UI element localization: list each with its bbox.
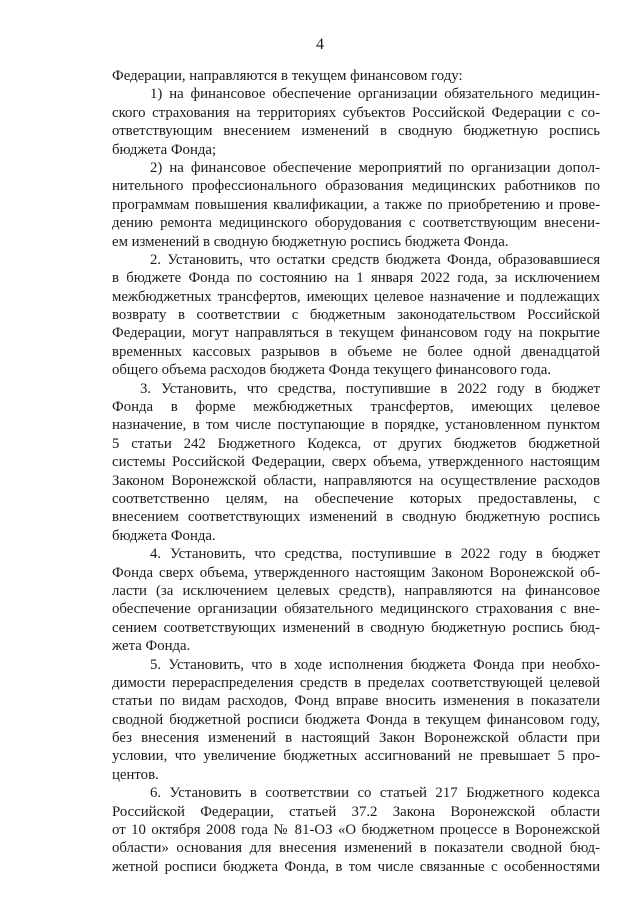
text-line: общего объема расходов бюджета Фонда текущего финансового года. (112, 362, 552, 379)
text-line: жетной росписи бюджета Фонда, в том числе связанные с особенностями (112, 858, 600, 875)
text-line: димости перераспределения средств в пределах соответствующей целевой (112, 674, 600, 691)
text-line: межбюджетных трансфертов, имеющих целевое назначение и подлежащих (112, 288, 600, 305)
paragraph-clause-4 (112, 545, 600, 655)
body-text (112, 67, 600, 876)
text-line: ответствующим внесением изменений в сводную бюджетную роспись (112, 123, 600, 140)
text-line: 6. Установить в соответствии со статьей 217 Бюджетного кодекса (150, 785, 600, 802)
paragraph-clause-2 (112, 251, 600, 380)
text-line: Федерации, могут направляться в текущем финансовом году на покрытие (112, 325, 600, 342)
text-line: сводной бюджетной росписи бюджета Фонда в текущем финансовом году, (112, 711, 600, 728)
text-line: программам повышения квалификации, а также по приобретению и прове- (112, 196, 600, 213)
text-line: в бюджете Фонда по состоянию на 1 января 2022 года, за исключением (112, 270, 600, 287)
text-line: 5 статьи 242 Бюджетного Кодекса, от других бюджетов бюджетной (112, 435, 600, 452)
paragraph-item-1 (112, 85, 600, 159)
text-line: статьи по видам расходов, Фонд вправе вносить изменения в показатели (112, 693, 600, 710)
text-line: системы Российской Федерации, сверх объема, утвержденного настоящим (112, 454, 600, 471)
text-line: центов. (112, 766, 159, 783)
text-line: соответственно целям, на обеспечение которых предоставлены, с (112, 490, 600, 507)
text-line: Фонда в форме межбюджетных трансфертов, имеющих целевое (112, 399, 600, 416)
page-number: 4 (316, 36, 324, 53)
text-line: бюджета Фонда. (112, 527, 216, 544)
text-line: 2) на финансовое обеспечение мероприятий по организации допол- (150, 159, 600, 176)
text-line: нительного профессионального образования медицинских работников по (112, 178, 600, 195)
text-line: бюджета Фонда; (112, 141, 217, 158)
text-line: временных кассовых разрывов в объеме не более одной двенадцатой (112, 343, 600, 360)
text-line: Фонда сверх объема, утвержденного настоящим Законом Воронежской об- (112, 564, 600, 581)
text-line: жета Фонда. (112, 638, 191, 655)
text-line: Федерации, направляются в текущем финансовом году: (112, 68, 463, 84)
text-line: ского страхования на территориях субъектов Российской Федерации с со- (112, 104, 600, 121)
text-line: ласти (за исключением целевых средств), направляются на финансовое (112, 582, 600, 599)
text-line: Законом Воронежской области, направляются на осуществление расходов (112, 472, 600, 489)
text-line: Российской Федерации, статьей 37.2 Закона Воронежской области (112, 803, 600, 820)
text-line: области» основания для внесения изменений в показатели сводной бюд- (112, 840, 600, 857)
paragraph-item-2 (112, 159, 600, 251)
text-line: назначение, в том числе поступающие в порядке, установленном пунктом (112, 417, 600, 434)
text-line: от 10 октября 2008 года № 81-ОЗ «О бюджетном процессе в Воронежской (112, 822, 600, 839)
text-line: 5. Установить, что в ходе исполнения бюджета Фонда при необхо- (150, 656, 600, 673)
text-line: сением соответствующих изменений в сводную бюджетную роспись бюд- (112, 619, 600, 636)
text-line: условии, что увеличение бюджетных ассигнований не превышает 5 про- (112, 748, 600, 765)
text-line: ем изменений в сводную бюджетную роспись бюджета Фонда. (112, 233, 509, 250)
text-line: обеспечение организации обязательного медицинского страхования с вне- (112, 601, 600, 618)
paragraph-clause-6 (112, 784, 600, 876)
text-line: 1) на финансовое обеспечение организации обязательного медицин- (150, 86, 600, 103)
paragraph-clause-5 (112, 656, 600, 785)
text-line: дению ремонта медицинского оборудования с соответствующим внесени- (112, 215, 600, 232)
text-line: возврату в соответствии с бюджетным законодательством Российской (112, 307, 600, 324)
paragraph-intro (112, 67, 600, 85)
text-line: 2. Установить, что остатки средств бюджета Фонда, образовавшиеся (150, 251, 600, 268)
text-line: 4. Установить, что средства, поступившие в 2022 году в бюджет (150, 546, 600, 563)
paragraph-clause-3 (112, 380, 600, 546)
text-line: без внесения изменений в настоящий Закон Воронежской области при (112, 730, 600, 747)
text-line: 3. Установить, что средства, поступившие в 2022 году в бюджет (140, 380, 600, 397)
text-line: внесением соответствующих изменений в сводную бюджетную роспись (112, 509, 600, 526)
